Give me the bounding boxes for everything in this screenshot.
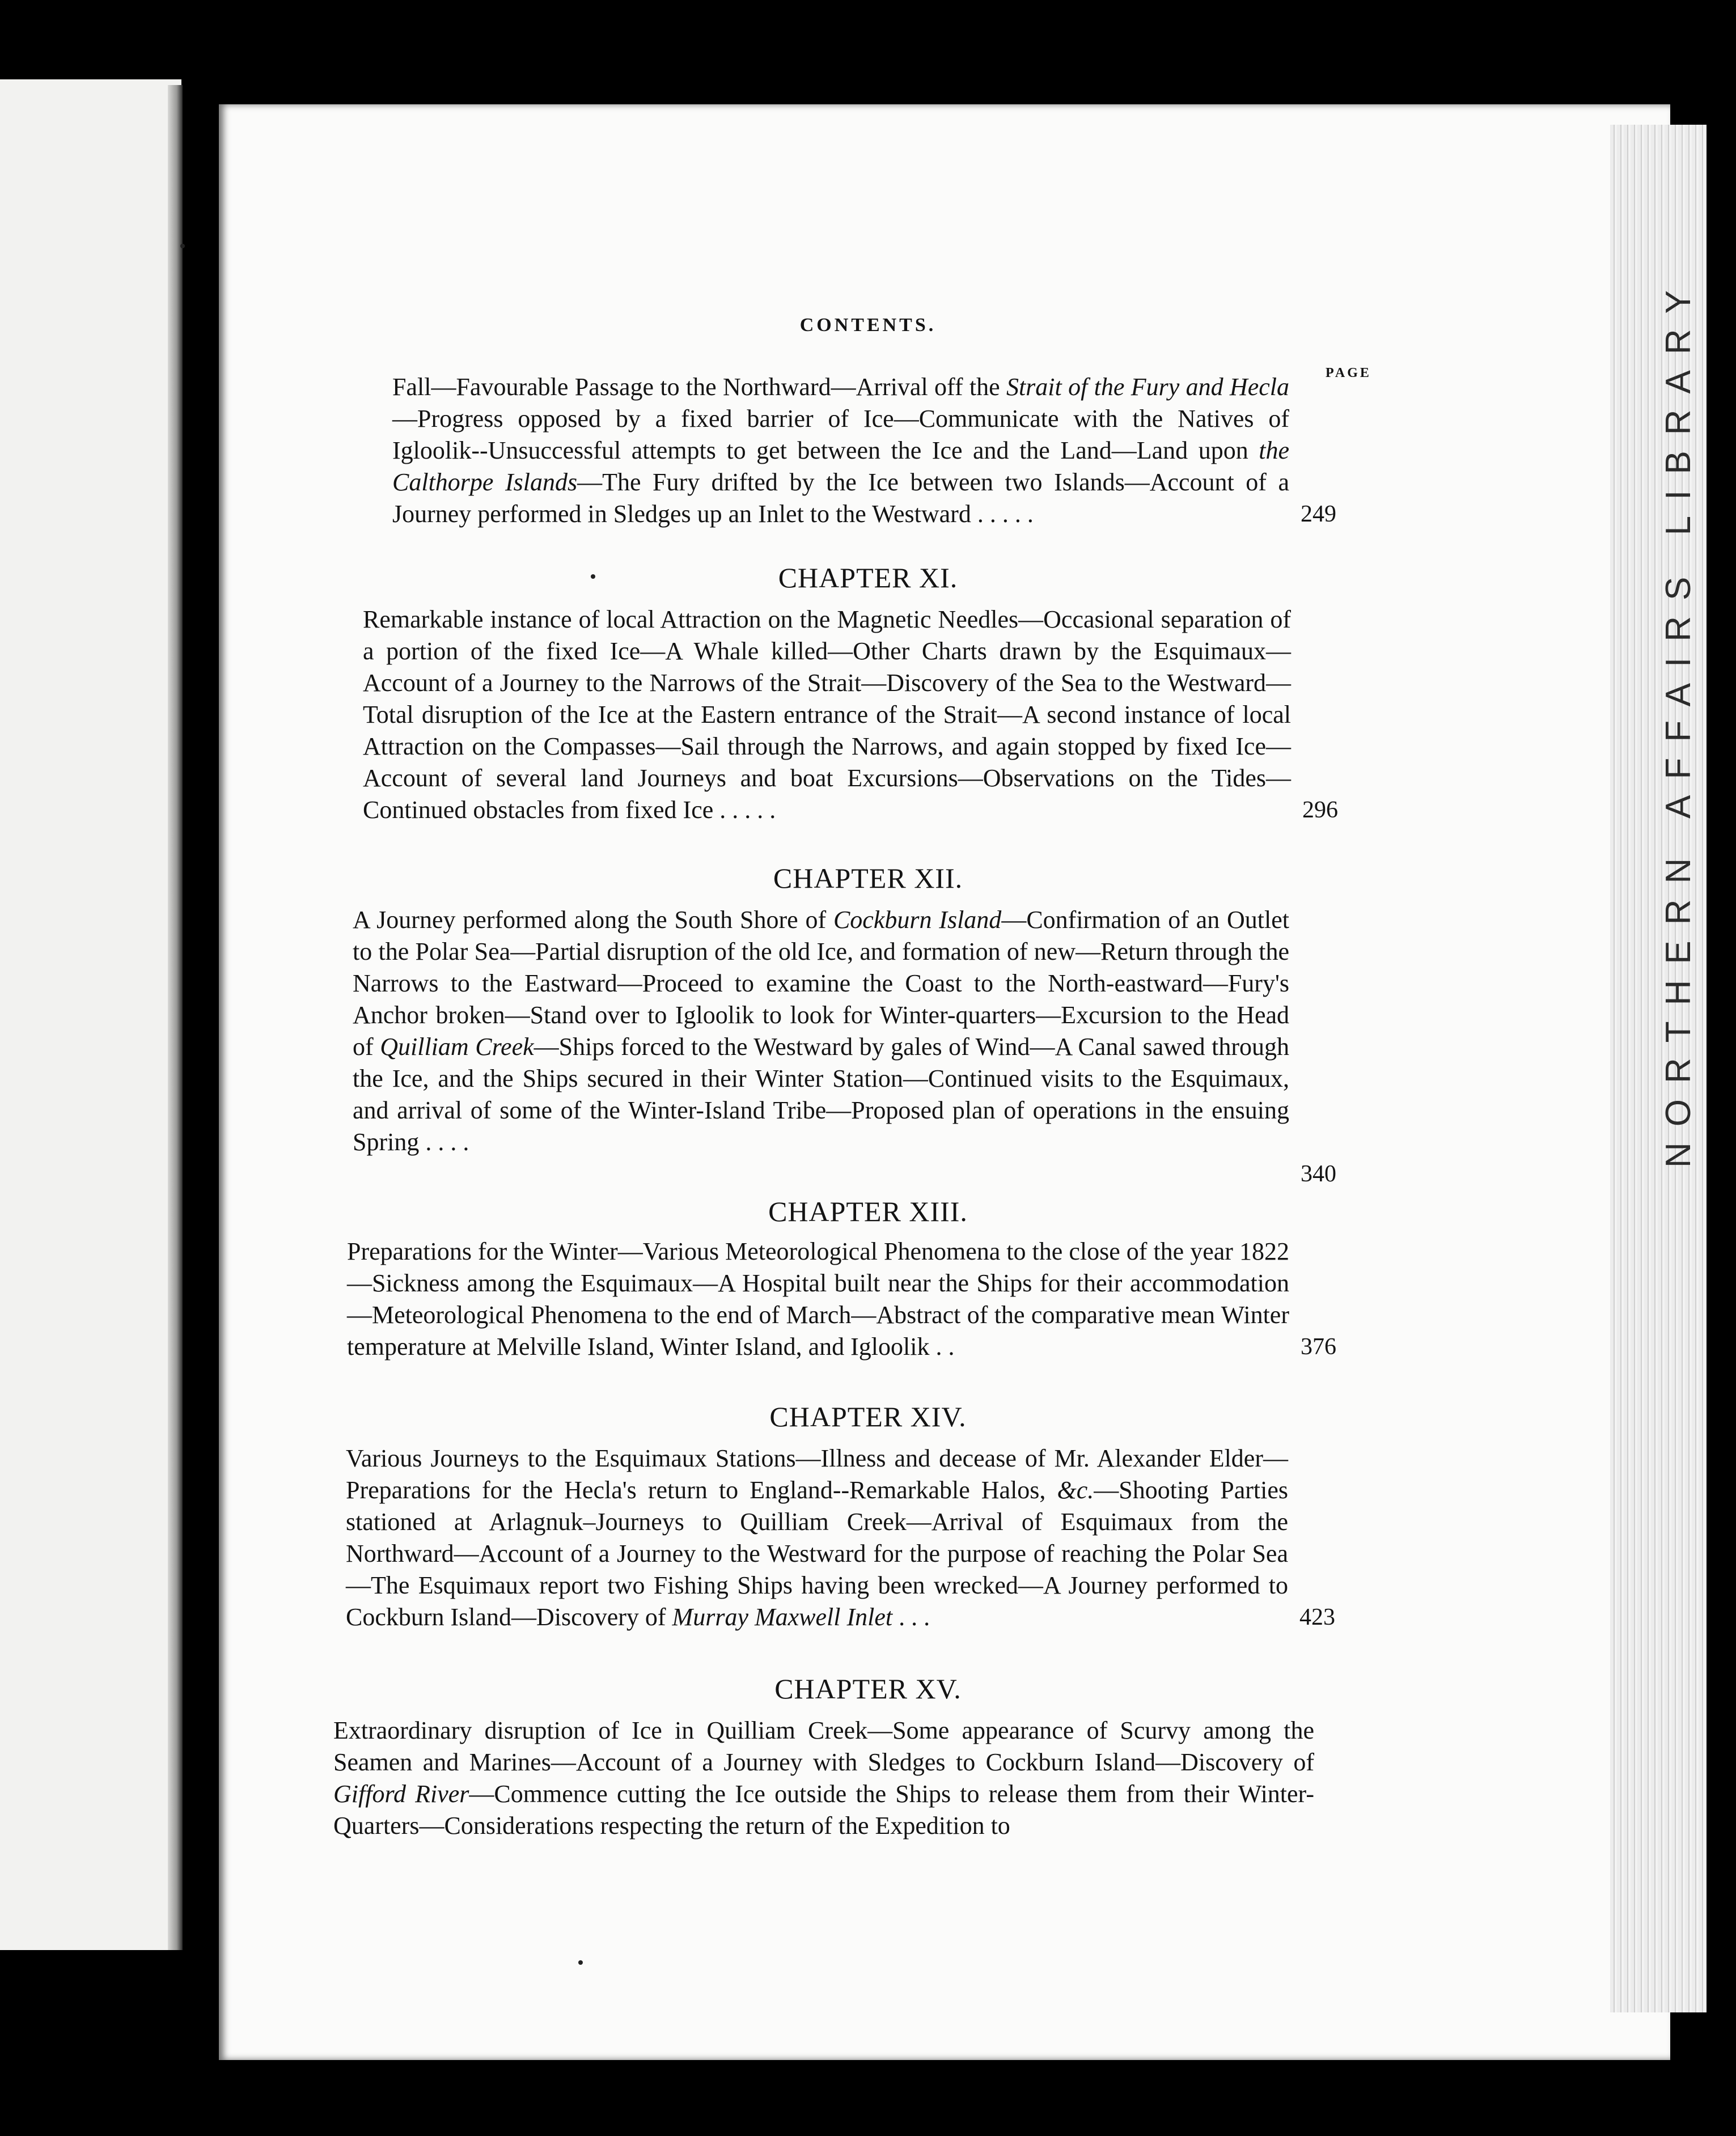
- entry-text: —Commence cutting the Ice outside the Ships to release them from their Winter-Quarters—Considerations respecting the return of the Expedition to: [333, 1780, 1314, 1840]
- entry-italic: Murray Maxwell Inlet: [672, 1603, 893, 1631]
- entry-text: Preparations for the Winter—Various Meteorological Phenomena to the close of the year 1822—Sickness among the Esquimaux—A Hospital built near the Ships for their accommodation—Meteorological Phenomena to the end of March—Abstract of the comparative mean Winter temperature at Melville Island, Winter Island, and Igloolik . .: [347, 1237, 1289, 1361]
- chapter-heading: CHAPTER XII.: [773, 862, 963, 894]
- facing-page: [0, 79, 181, 1950]
- entry-italic: Cockburn Island: [833, 906, 1002, 934]
- page-number: 376: [1301, 1334, 1336, 1360]
- toc-entry: [333, 1715, 1314, 1842]
- entry-text: Extraordinary disruption of Ice in Quilliam Creek—Some appearance of Scurvy among the Seamen and Marines—Account of a Journey with Sledges to Cockburn Island—Discovery of: [333, 1717, 1314, 1776]
- entry-text: . . .: [892, 1603, 930, 1631]
- stray-mark: [180, 244, 185, 248]
- entry-text: A Journey performed along the South Shore of: [353, 906, 833, 934]
- entry-text: —Progress opposed by a fixed barrier of Ice—Communicate with the Natives of Igloolik--Unsuccessful attempts to get between the Ice and the Land—Land upon: [392, 405, 1289, 464]
- chapter-heading: CHAPTER XV.: [774, 1673, 962, 1705]
- page-number: 423: [1299, 1604, 1335, 1630]
- entry-italic: the Calthorpe Islands: [392, 436, 1289, 496]
- page-number: 249: [1301, 501, 1336, 527]
- toc-entry: [353, 904, 1336, 1190]
- page-number: 296: [1302, 797, 1338, 823]
- entry-text: Various Journeys to the Esquimaux Stations—Illness and decease of Mr. Alexander Elder—Preparations for the Hecla's return to England--Remarkable Halos,: [346, 1444, 1288, 1504]
- chapter-heading: CHAPTER XIII.: [768, 1196, 968, 1227]
- entry-text: —Ships forced to the Westward by gales of Wind—A Canal sawed through the Ice, and the Ships secured in their Winter Station—Continued visits to the Esquimaux, and arrival of some of the Winter-Island Tribe—Proposed plan of operations in the ensuing Spring . . . .: [353, 1033, 1290, 1156]
- stray-mark: [591, 574, 595, 579]
- toc-entry: [346, 1443, 1335, 1633]
- stray-mark: [578, 1960, 583, 1965]
- library-stamp: NORTHERN AFFAIRS LIBRARY: [1659, 274, 1698, 1168]
- chapter-heading: CHAPTER XI.: [778, 562, 958, 594]
- entry-text: —Confirmation of an Outlet to the Polar Sea—Partial disruption of the old Ice, and formation of new—Return through the Narrows to the Eastward—Proceed to examine the Coast to the North-eastward—Fury's Anchor broken—Stand over to Igloolik to look for Winter-quarters—Excursion to the Head of: [353, 906, 1290, 1061]
- entry-text: Remarkable instance of local Attraction on the Magnetic Needles—Occasional separation of a portion of the fixed Ice—A Whale killed—Other Charts drawn by the Esquimaux—Account of a Journey to the Narrows of the Strait—Discovery of the Sea to the Westward—Total disruption of the Ice at the Eastern entrance of the Strait—A second instance of local Attraction on the Compasses—Sail through the Narrows, and again stopped by fixed Ice—Account of several land Journeys and boat Excursions—Observations on the Tides—Continued obstacles from fixed Ice . . . . .: [363, 605, 1291, 824]
- entry-italic: &c.: [1057, 1476, 1094, 1504]
- entry-italic: Strait of the Fury and Hecla: [1006, 373, 1289, 401]
- entry-italic: Gifford River: [333, 1780, 469, 1808]
- entry-text: Fall—Favourable Passage to the Northward—Arrival off the: [392, 373, 1006, 401]
- toc-entry: [363, 604, 1338, 826]
- running-head: CONTENTS.: [799, 315, 937, 336]
- facing-page-gutter: [168, 85, 183, 1950]
- toc-entry: [392, 371, 1336, 530]
- toc-entry: [347, 1236, 1336, 1363]
- chapter-heading: CHAPTER XIV.: [769, 1401, 967, 1433]
- page-column-label: PAGE: [1326, 366, 1371, 380]
- entry-italic: Quilliam Creek: [380, 1033, 534, 1061]
- page-number: 340: [1301, 1161, 1336, 1187]
- entry-text: —Shooting Parties stationed at Arlagnuk–Journeys to Quilliam Creek—Arrival of Esquimaux from the Northward—Account of a Journey to the Westward for the purpose of reaching the Polar Sea—The Esquimaux report two Fishing Ships having been wrecked—A Journey performed to Cockburn Island—Discovery of: [346, 1476, 1288, 1631]
- entry-text: —The Fury drifted by the Ice between two Islands—Account of a Journey performed in Sledges up an Inlet to the Westward . . . . .: [392, 468, 1289, 528]
